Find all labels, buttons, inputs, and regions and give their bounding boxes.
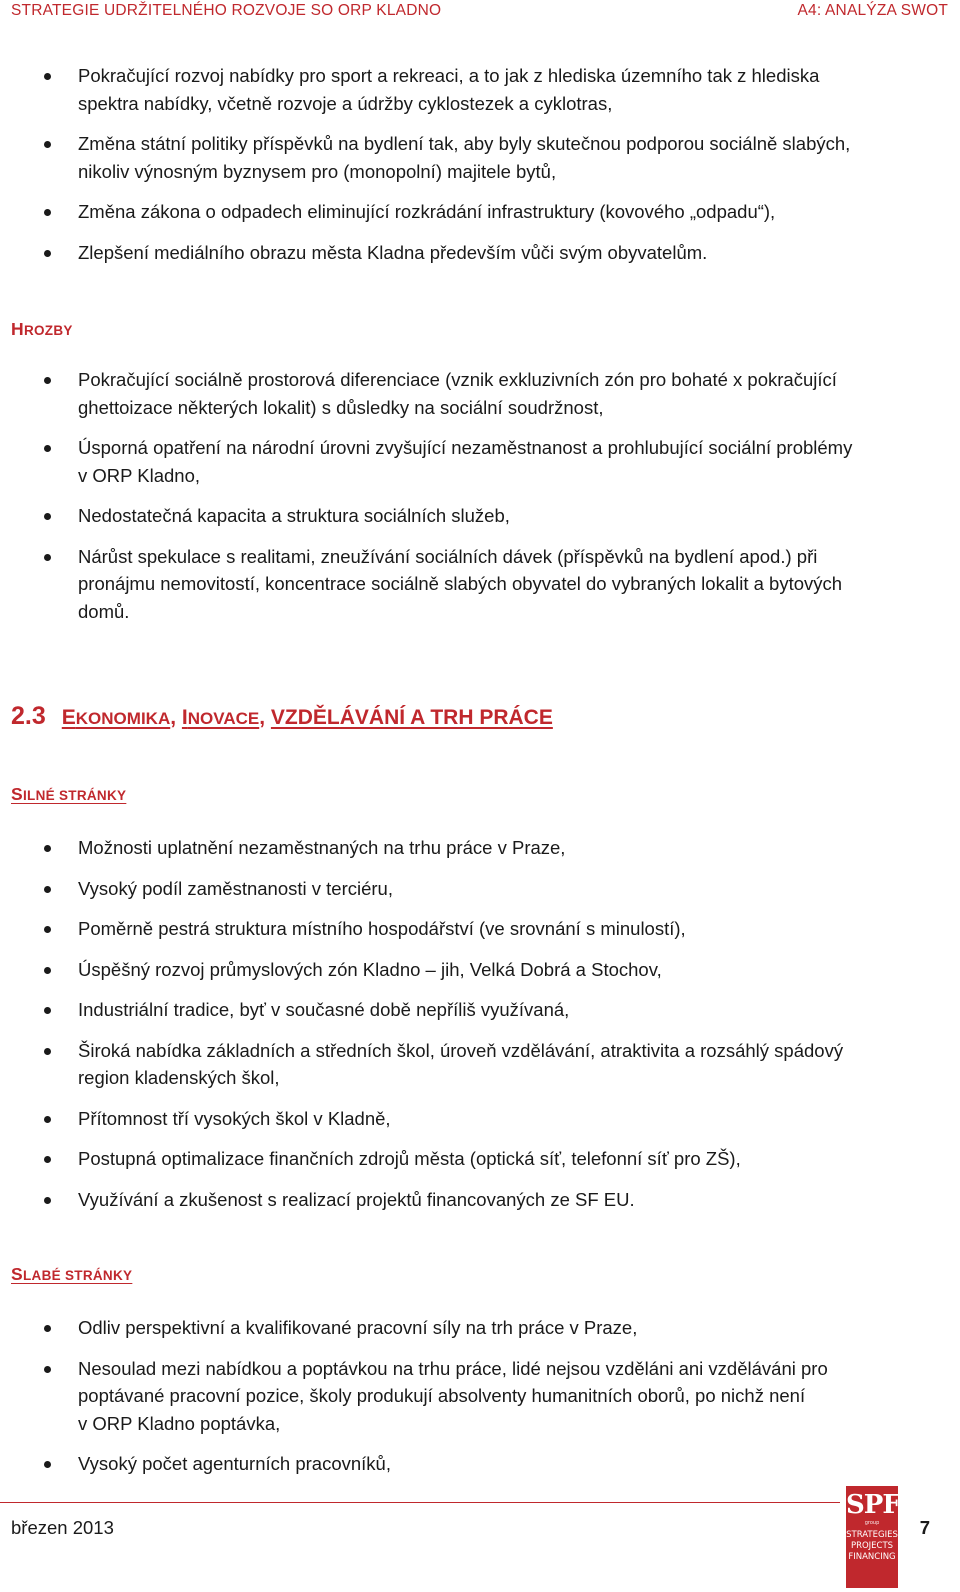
opportunities-continued-list bbox=[0, 62, 960, 279]
list-item-line: v ORP Kladno poptávka, bbox=[78, 1412, 281, 1434]
bullet-icon bbox=[44, 1197, 51, 1204]
list-item-line: Vysoký podíl zaměstnanosti v terciéru, bbox=[78, 877, 393, 899]
bullet-icon bbox=[44, 554, 51, 561]
list-item-line: spektra nabídky, včetně rozvoje a údržby cyklostezek a cyklotras, bbox=[78, 92, 613, 114]
list-item-line: Nedostatečná kapacita a struktura sociálních služeb, bbox=[78, 505, 510, 526]
list-item bbox=[0, 130, 960, 185]
list-item bbox=[0, 915, 960, 943]
list-item bbox=[0, 875, 960, 903]
list-item-line: pronájmu nemovitostí, koncentrace sociálně slabých obyvatel do vybraných lokalit a bytových bbox=[78, 573, 843, 594]
bullet-icon bbox=[44, 845, 51, 852]
section-title bbox=[11, 702, 553, 731]
threats-heading: HROZBY bbox=[11, 319, 73, 339]
list-item-line: Zlepšení mediálního obrazu města Kladna především vůči svým obyvatelům. bbox=[78, 241, 708, 263]
list-item-line: Změna státní politiky příspěvků na bydlení tak, aby byly skutečnou podporou sociálně slabých, bbox=[78, 133, 851, 154]
section-number: 2.3 bbox=[11, 702, 46, 730]
bullet-icon bbox=[44, 926, 51, 933]
list-item-line: Poměrně pestrá struktura místního hospodářství (ve srovnání s minulostí), bbox=[78, 918, 686, 939]
list-item-line: region kladenských škol, bbox=[78, 1067, 280, 1088]
header-section-label: A4: ANALÝZA SWOT bbox=[797, 2, 948, 19]
list-item-line: poptávané pracovní pozice, školy produkují absolventy humanitních oborů, po nichž není bbox=[78, 1385, 806, 1406]
list-item-line: Úsporná opatření na národní úrovni zvyšující nezaměstnanost a prohlubující sociální problémy bbox=[78, 437, 853, 458]
bullet-icon bbox=[44, 141, 51, 148]
bullet-icon bbox=[44, 513, 51, 520]
list-item-line: Pokračující sociálně prostorová diferenciace (vznik exkluzivních zón pro bohaté x pokračující bbox=[78, 369, 837, 390]
bullet-icon bbox=[44, 1366, 51, 1373]
bullet-icon bbox=[44, 73, 51, 80]
list-item bbox=[0, 62, 960, 117]
list-item bbox=[0, 502, 960, 530]
bullet-icon bbox=[44, 445, 51, 452]
list-item bbox=[0, 1105, 960, 1133]
list-item bbox=[0, 1145, 960, 1173]
page-number: 7 bbox=[919, 1517, 930, 1538]
list-item-line: Využívání a zkušenost s realizací projektů financovaných ze SF EU. bbox=[78, 1188, 635, 1210]
list-item-line: nikoliv výnosným byznysem pro (monopolní) majitele bytů, bbox=[78, 160, 557, 182]
bullet-icon bbox=[44, 967, 51, 974]
bullet-icon bbox=[44, 1048, 51, 1055]
list-item-line: Možnosti uplatnění nezaměstnaných na trhu práce v Praze, bbox=[78, 837, 566, 858]
list-item-line: Odliv perspektivní a kvalifikované pracovní síly na trh práce v Praze, bbox=[78, 1317, 638, 1338]
list-item bbox=[0, 1450, 960, 1478]
list-item bbox=[0, 834, 960, 862]
list-item bbox=[0, 198, 960, 226]
list-item-line: Postupná optimalizace finančních zdrojů města (optická síť, telefonní síť pro ZŠ), bbox=[78, 1148, 741, 1169]
weaknesses-list bbox=[0, 1314, 960, 1491]
threats-list bbox=[0, 366, 960, 638]
list-item-line: Široká nabídka základních a středních škol, úroveň vzdělávání, atraktivita a rozsáhlý spádový bbox=[78, 1039, 844, 1061]
section-heading-text: EKONOMIKA, INOVACE, VZDĚLÁVÁNÍ A TRH PRÁCE bbox=[61, 706, 553, 729]
list-item bbox=[0, 1355, 960, 1438]
list-item bbox=[0, 1037, 960, 1092]
header-document-title: STRATEGIE UDRŽITELNÉHO ROZVOJE SO ORP KLADNO bbox=[11, 2, 442, 19]
weaknesses-heading: SLABÉ STRÁNKY bbox=[11, 1264, 133, 1284]
bullet-icon bbox=[44, 1156, 51, 1163]
list-item bbox=[0, 1186, 960, 1214]
bullet-icon bbox=[44, 209, 51, 216]
list-item-line: ghettoizace některých lokalit) s důsledky na sociální soudržnost, bbox=[78, 396, 604, 418]
footer-date: březen 2013 bbox=[11, 1517, 114, 1538]
bullet-icon bbox=[44, 1007, 51, 1014]
page-header bbox=[0, 0, 960, 28]
bullet-icon bbox=[44, 377, 51, 384]
bullet-icon bbox=[44, 1116, 51, 1123]
bullet-icon bbox=[44, 250, 51, 257]
list-item-line: Změna zákona o odpadech eliminující rozkrádání infrastruktury (kovového „odpadu“), bbox=[78, 201, 776, 222]
list-item-line: Přítomnost tří vysokých škol v Kladně, bbox=[78, 1107, 391, 1129]
strengths-heading: SILNÉ STRÁNKY bbox=[11, 784, 127, 804]
spf-group-logo: SPF group STRATEGIES PROJECTS FINANCING bbox=[846, 1486, 898, 1588]
bullet-icon bbox=[44, 1461, 51, 1468]
list-item-line: Nárůst spekulace s realitami, zneužívání sociálních dávek (příspěvků na bydlení apod.) při bbox=[78, 545, 818, 567]
list-item-line: Úspěšný rozvoj průmyslových zón Kladno – jih, Velká Dobrá a Stochov, bbox=[78, 958, 662, 980]
strengths-list bbox=[0, 834, 960, 1226]
bullet-icon bbox=[44, 886, 51, 893]
list-item bbox=[0, 543, 960, 626]
list-item-line: Vysoký počet agenturních pracovníků, bbox=[78, 1453, 391, 1474]
list-item bbox=[0, 996, 960, 1024]
list-item bbox=[0, 434, 960, 489]
list-item-line: Industriální tradice, byť v současné době nepříliš využívaná, bbox=[78, 999, 570, 1020]
list-item bbox=[0, 1314, 960, 1342]
list-item bbox=[0, 956, 960, 984]
footer-divider bbox=[0, 1502, 840, 1503]
list-item-line: v ORP Kladno, bbox=[78, 464, 201, 486]
bullet-icon bbox=[44, 1325, 51, 1332]
list-item-line: Pokračující rozvoj nabídky pro sport a rekreaci, a to jak z hlediska územního tak z hlediska bbox=[78, 65, 820, 86]
list-item-line: Nesoulad mezi nabídkou a poptávkou na trhu práce, lidé nejsou vzděláni ani vzděláváni pro bbox=[78, 1357, 828, 1379]
list-item-line: domů. bbox=[78, 600, 130, 622]
list-item bbox=[0, 239, 960, 267]
list-item bbox=[0, 366, 960, 421]
